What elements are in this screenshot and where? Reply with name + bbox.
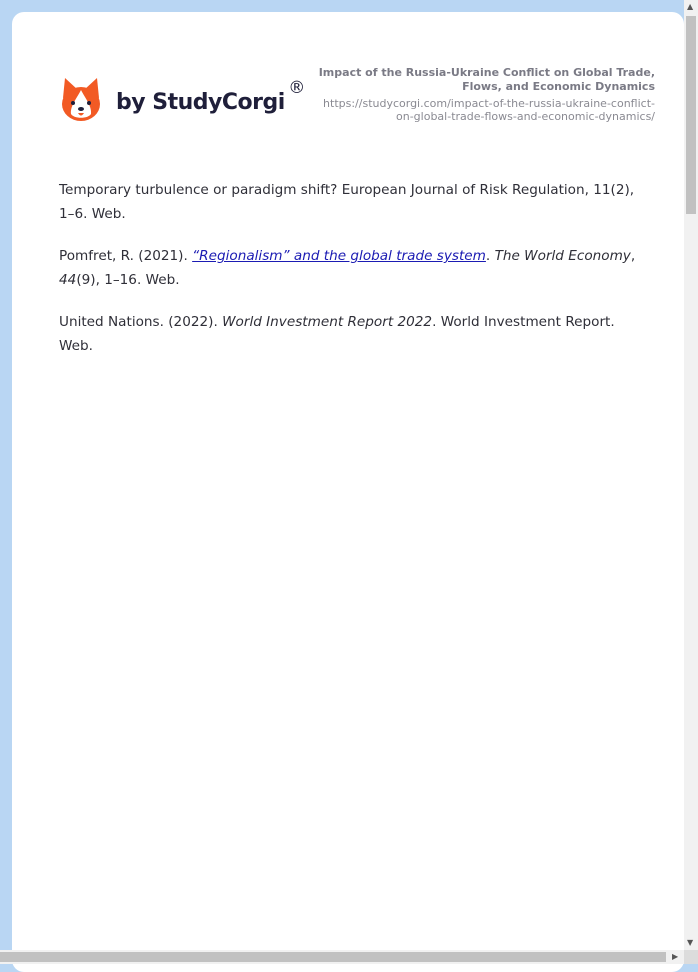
reference-separator: .: [485, 248, 495, 264]
reference-text: Temporary turbulence or paradigm shift? European Journal of Risk Regulation, 11(2), 1–6. Web.: [59, 182, 635, 222]
vertical-scroll-thumb[interactable]: [686, 16, 696, 214]
brand-text: by StudyCorgi: [116, 89, 285, 115]
scrollbar-corner: [684, 950, 698, 964]
reference-link[interactable]: “Regionalism” and the global trade system: [192, 248, 486, 264]
reference-pages: (9), 1–16. Web.: [76, 272, 180, 288]
reference-author: United Nations. (2022).: [59, 314, 223, 330]
reference-title: World Investment Report 2022: [222, 314, 433, 330]
document-header: [315, 66, 655, 123]
studycorgi-logo[interactable]: [60, 76, 305, 122]
document-url[interactable]: https://studycorgi.com/impact-of-the-russia-ukraine-conflict-on-global-trade-flows-and-economic-dynamics/: [323, 97, 655, 123]
horizontal-scroll-thumb[interactable]: [0, 952, 666, 962]
reference-item: [59, 178, 649, 226]
reference-item: [59, 310, 649, 358]
scroll-up-icon[interactable]: ▲: [687, 2, 694, 11]
vertical-scrollbar[interactable]: [684, 0, 698, 950]
reference-list: [59, 178, 649, 376]
brand-name: [116, 77, 305, 115]
reference-volume: 44: [59, 272, 77, 288]
scroll-right-icon[interactable]: ▶: [672, 952, 679, 961]
reference-journal: The World Economy: [494, 248, 631, 264]
document-page: [12, 12, 684, 972]
reference-author: Pomfret, R. (2021).: [59, 248, 193, 264]
reference-comma: ,: [630, 248, 636, 264]
reference-suffix: . World Investment Report. Web.: [59, 314, 615, 354]
registered-mark: ®: [288, 77, 305, 98]
horizontal-scrollbar[interactable]: [0, 950, 684, 964]
corgi-logo-icon: [60, 76, 102, 122]
document-title: Impact of the Russia-Ukraine Conflict on Global Trade, Flows, and Economic Dynamics: [318, 66, 655, 93]
scroll-down-icon[interactable]: ▼: [687, 938, 694, 947]
reference-item: [59, 244, 649, 292]
